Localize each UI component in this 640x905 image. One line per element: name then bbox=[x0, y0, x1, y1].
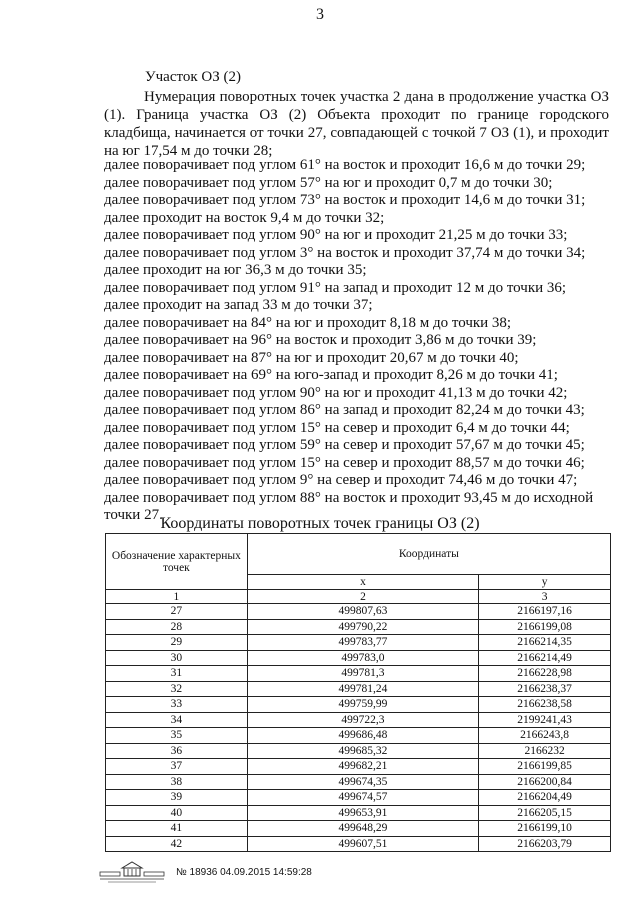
table-row bbox=[106, 619, 611, 635]
boundary-line: далее поворачивает на 96° на восток и проходит 3,86 м до точки 39; bbox=[104, 332, 537, 348]
y-coordinate-cell: 2166205,15 bbox=[479, 805, 611, 821]
table-row bbox=[106, 759, 611, 775]
point-number-cell: 38 bbox=[106, 774, 248, 790]
table-row bbox=[106, 790, 611, 806]
y-coordinate-cell: 2166238,37 bbox=[479, 681, 611, 697]
point-number-cell: 35 bbox=[106, 728, 248, 744]
y-coordinate-cell: 2166200,84 bbox=[479, 774, 611, 790]
y-coordinate-cell: 2166199,08 bbox=[479, 619, 611, 635]
x-coordinate-cell: 499781,24 bbox=[247, 681, 478, 697]
boundary-line: далее поворачивает под углом 90° на юг и проходит 41,13 м до точки 42; bbox=[104, 384, 568, 401]
boundary-line: далее проходит на запад 33 м до точки 37; bbox=[104, 297, 373, 313]
point-number-cell: 30 bbox=[106, 650, 248, 666]
column-number-1: 1 bbox=[106, 590, 248, 604]
y-coordinate-cell: 2166199,10 bbox=[479, 821, 611, 837]
footer bbox=[98, 860, 312, 884]
x-coordinate-cell: 499682,21 bbox=[247, 759, 478, 775]
y-coordinate-cell: 2166197,16 bbox=[479, 604, 611, 620]
boundary-line: далее поворачивает под углом 15° на север и проходит 6,4 м до точки 44; bbox=[104, 419, 570, 436]
point-number-cell: 33 bbox=[106, 697, 248, 713]
y-coordinate-cell: 2166243,8 bbox=[479, 728, 611, 744]
point-number-cell: 36 bbox=[106, 743, 248, 759]
y-coordinate-cell: 2166228,98 bbox=[479, 666, 611, 682]
header-y: y bbox=[479, 575, 611, 590]
y-coordinate-cell: 2166232 bbox=[479, 743, 611, 759]
point-number-cell: 34 bbox=[106, 712, 248, 728]
x-coordinate-cell: 499790,22 bbox=[247, 619, 478, 635]
boundary-line: далее поворачивает под углом 61° на восток и проходит 16,6 м до точки 29; bbox=[104, 157, 586, 173]
y-coordinate-cell: 2166203,79 bbox=[479, 836, 611, 852]
x-coordinate-cell: 499781,3 bbox=[247, 666, 478, 682]
coordinates-table bbox=[105, 533, 611, 852]
y-coordinate-cell: 2166238,58 bbox=[479, 697, 611, 713]
boundary-line: далее поворачивает под углом 91° на запад и проходит 12 м до точки 36; bbox=[104, 279, 567, 296]
table-row bbox=[106, 650, 611, 666]
boundary-line: далее проходит на юг 36,3 м до точки 35; bbox=[104, 262, 367, 278]
y-coordinate-cell: 2199241,43 bbox=[479, 712, 611, 728]
x-coordinate-cell: 499759,99 bbox=[247, 697, 478, 713]
table-row bbox=[106, 712, 611, 728]
table-row bbox=[106, 728, 611, 744]
y-coordinate-cell: 2166204,49 bbox=[479, 790, 611, 806]
point-number-cell: 39 bbox=[106, 790, 248, 806]
header-coordinates: Координаты bbox=[247, 534, 610, 575]
table-row bbox=[106, 604, 611, 620]
y-coordinate-cell: 2166214,35 bbox=[479, 635, 611, 651]
table-row bbox=[106, 666, 611, 682]
boundary-line: далее поворачивает под углом 3° на восток и проходит 37,74 м до точки 34; bbox=[104, 244, 586, 261]
boundary-description-list bbox=[104, 157, 614, 525]
boundary-line: далее поворачивает под углом 88° на восток и проходит 93,45 м до исходной точки 27. bbox=[104, 489, 594, 523]
x-coordinate-cell: 499674,35 bbox=[247, 774, 478, 790]
boundary-line: далее проходит на восток 9,4 м до точки 32; bbox=[104, 209, 385, 226]
table-row bbox=[106, 821, 611, 837]
table-row bbox=[106, 836, 611, 852]
x-coordinate-cell: 499686,48 bbox=[247, 728, 478, 744]
boundary-line: далее поворачивает под углом 86° на запад и проходит 82,24 м до точки 43; bbox=[104, 402, 585, 418]
table-row bbox=[106, 774, 611, 790]
administration-logo-icon bbox=[98, 860, 166, 884]
point-number-cell: 40 bbox=[106, 805, 248, 821]
boundary-line: далее поворачивает под углом 57° на юг и проходит 0,7 м до точки 30; bbox=[104, 174, 553, 191]
y-coordinate-cell: 2166199,85 bbox=[479, 759, 611, 775]
boundary-line: далее поворачивает под углом 59° на север и проходит 57,67 м до точки 45; bbox=[104, 437, 585, 453]
table-row bbox=[106, 681, 611, 697]
section-title: Участок ОЗ (2) bbox=[145, 69, 241, 85]
point-number-cell: 27 bbox=[106, 604, 248, 620]
header-x: x bbox=[247, 575, 478, 590]
boundary-line: далее поворачивает под углом 73° на восток и проходит 14,6 м до точки 31; bbox=[104, 192, 586, 208]
point-number-cell: 42 bbox=[106, 836, 248, 852]
x-coordinate-cell: 499648,29 bbox=[247, 821, 478, 837]
page-number: 3 bbox=[316, 6, 324, 23]
table-title: Координаты поворотных точек границы ОЗ (2) bbox=[160, 515, 480, 532]
table-row bbox=[106, 805, 611, 821]
column-number-3: 3 bbox=[479, 590, 611, 604]
boundary-line: далее поворачивает на 69° на юго-запад и проходит 8,26 м до точки 41; bbox=[104, 367, 558, 383]
point-number-cell: 29 bbox=[106, 635, 248, 651]
document-stamp: № 18936 04.09.2015 14:59:28 bbox=[176, 866, 312, 878]
x-coordinate-cell: 499685,32 bbox=[247, 743, 478, 759]
boundary-line: далее поворачивает под углом 15° на север и проходит 88,57 м до точки 46; bbox=[104, 454, 585, 471]
point-number-cell: 32 bbox=[106, 681, 248, 697]
intro-paragraph: Нумерация поворотных точек участка 2 дана в продолжение участка ОЗ (1). Граница участка ОЗ (2) Объекта проходит по границе городского кладбища, начинается от точки 27, совпадающей с точкой 7 ОЗ (1), и проходит на юг 17,54 м до точки 28; bbox=[104, 89, 609, 160]
boundary-line: далее поворачивает на 84° на юг и проходит 8,18 м до точки 38; bbox=[104, 314, 512, 331]
table-row bbox=[106, 743, 611, 759]
x-coordinate-cell: 499807,63 bbox=[247, 604, 478, 620]
point-number-cell: 41 bbox=[106, 821, 248, 837]
header-point-designation: Обозначение характерных точек bbox=[106, 534, 248, 590]
boundary-line: далее поворачивает под углом 9° на север и проходит 74,46 м до точки 47; bbox=[104, 472, 578, 488]
boundary-line: далее поворачивает под углом 90° на юг и проходит 21,25 м до точки 33; bbox=[104, 227, 568, 243]
table-row bbox=[106, 635, 611, 651]
x-coordinate-cell: 499653,91 bbox=[247, 805, 478, 821]
y-coordinate-cell: 2166214,49 bbox=[479, 650, 611, 666]
boundary-line: далее поворачивает на 87° на юг и проходит 20,67 м до точки 40; bbox=[104, 349, 519, 366]
x-coordinate-cell: 499674,57 bbox=[247, 790, 478, 806]
x-coordinate-cell: 499783,0 bbox=[247, 650, 478, 666]
point-number-cell: 37 bbox=[106, 759, 248, 775]
column-number-2: 2 bbox=[247, 590, 478, 604]
point-number-cell: 31 bbox=[106, 666, 248, 682]
x-coordinate-cell: 499607,51 bbox=[247, 836, 478, 852]
point-number-cell: 28 bbox=[106, 619, 248, 635]
x-coordinate-cell: 499722,3 bbox=[247, 712, 478, 728]
table-row bbox=[106, 697, 611, 713]
x-coordinate-cell: 499783,77 bbox=[247, 635, 478, 651]
